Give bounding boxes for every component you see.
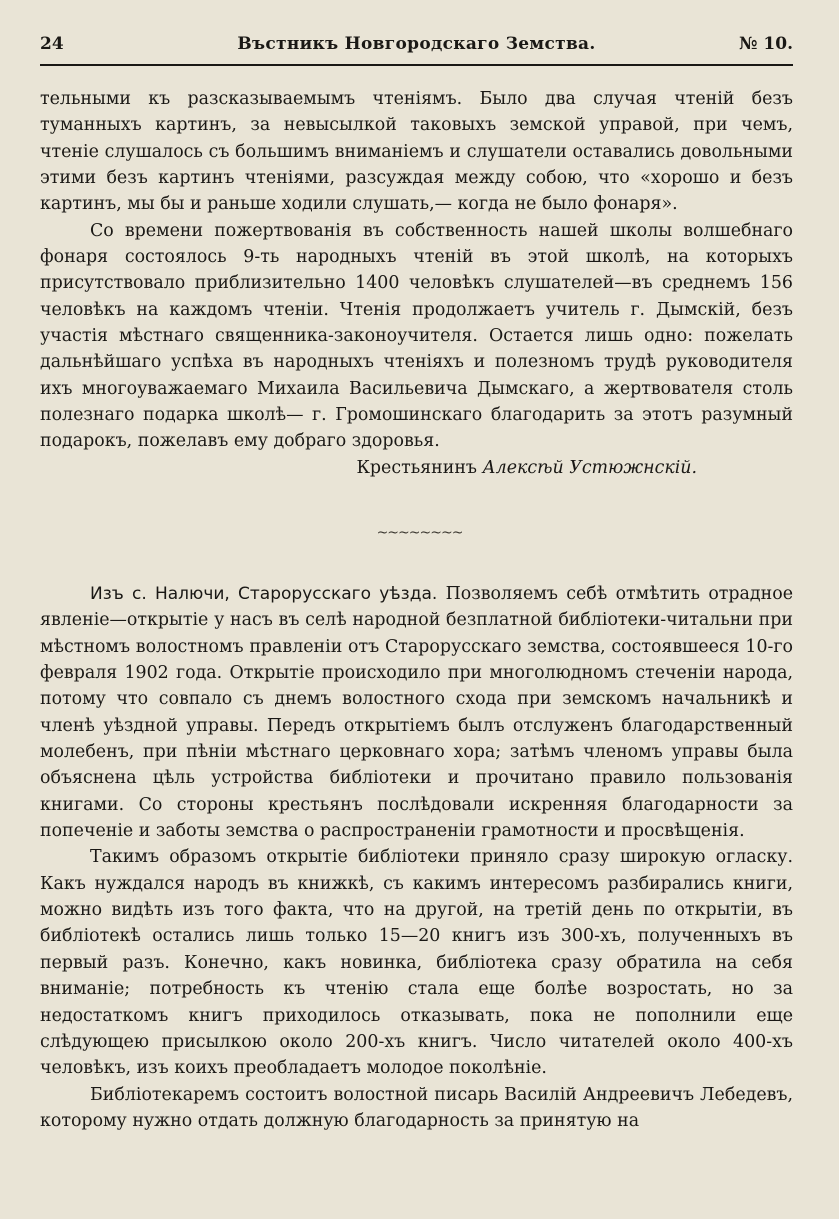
signature-prefix: Крестьянинъ (356, 457, 477, 478)
page-header (40, 30, 793, 64)
signature-name: Алексѣй Устюжнскій. (482, 457, 697, 478)
article-nalyuchi (40, 581, 793, 1134)
dateline: Изъ с. Налючи, Старорусскаго уѣзда. (90, 584, 438, 604)
paragraph: тельными къ разсказываемымъ чтеніямъ. Было два случая чтеній безъ туманныхъ картинъ, за невысылкой таковыхъ земской управой, при чемъ, чтеніе слушалось съ большимъ вниманіемъ и слушатели оставались довольными этими безъ картинъ чтеніями, разсуждая между собою, что «хорошо и безъ картинъ, мы бы и раньше ходили слушать,— когда не было фонаря». (40, 89, 793, 215)
paragraph: Со времени пожертвованія въ собственность нашей школы волшебнаго фонаря состоялось 9-ть народныхъ чтеній въ этой школѣ, на которыхъ присутствовало приблизительно 1400 человѣкъ слушателей—въ среднемъ 156 человѣкъ на каждомъ чтеніи. Чтенія продолжаетъ учитель г. Дымскій, безъ участія мѣстнаго священника-законоучителя. Остается лишь одно: пожелать дальнѣйшаго успѣха въ народныхъ чтеніяхъ и полезномъ трудѣ руководителя ихъ многоуважаемаго Михаила Васильевича Дымскаго, а жертвователя столь полезнаго подарка школѣ— г. Громошинскаго благодарить за этотъ разумный подарокъ, пожелавъ ему добраго здоровья. (40, 220, 793, 452)
paragraph: Библіотекаремъ состоитъ волостной писарь Василій Андреевичъ Лебедевъ, которому нужно отдать должную благодарность за принятую на (40, 1084, 793, 1131)
paragraph: Такимъ образомъ открытіе библіотеки приняло сразу широкую огласку. Какъ нуждался народъ въ книжкѣ, съ какимъ интересомъ разбирались книги, можно видѣть изъ того факта, что на другой, на третій день по открытіи, въ библіотекѣ остались лишь только 15—20 книгъ изъ 300-хъ, полученныхъ въ первый разъ. Конечно, какъ новинка, библіотека сразу обратила на себя вниманіе; потребность къ чтенію стала еще болѣе возростать, но за недостаткомъ книгъ приходилось отказывать, пока не пополнили еще слѣдующею присылкою около 200-хъ книгъ. Число читателей около 400-хъ человѣкъ, изъ коихъ преобладаетъ молодое поколѣніе. (40, 847, 793, 1079)
signature (40, 455, 793, 481)
issue-number: № 10. (739, 34, 793, 54)
header-rule (40, 64, 793, 66)
article-continuation (40, 86, 793, 481)
paragraph-text: Позволяемъ себѣ отмѣтить отрадное явленіе—открытіе у насъ въ селѣ народной безплатной библіотеки-читальни при мѣстномъ волостномъ правленіи отъ Старорусскаго земства, состоявшееся 10-го февраля 1902 года. Открытіе происходило при многолюдномъ стеченіи народа, потому что совпало съ днемъ волостного схода при земскомъ начальникѣ и членѣ уѣздной управы. Передъ открытіемъ былъ отслуженъ благодарственный молебенъ, при пѣніи мѣстнаго церковнаго хора; затѣмъ членомъ управы была объяснена цѣль устройства библіотеки и прочитано правило пользованія книгами. Со стороны крестьянъ послѣдовали искренняя благодарности за попеченіе и заботы земства о распространеніи грамотности и просвѣщенія. (40, 584, 793, 842)
paragraph (40, 581, 793, 844)
journal-title: Въстникъ Новгородскаго Земства. (237, 34, 596, 54)
section-divider: ~~~~~~~~ (376, 525, 463, 541)
page-number: 24 (40, 34, 64, 54)
